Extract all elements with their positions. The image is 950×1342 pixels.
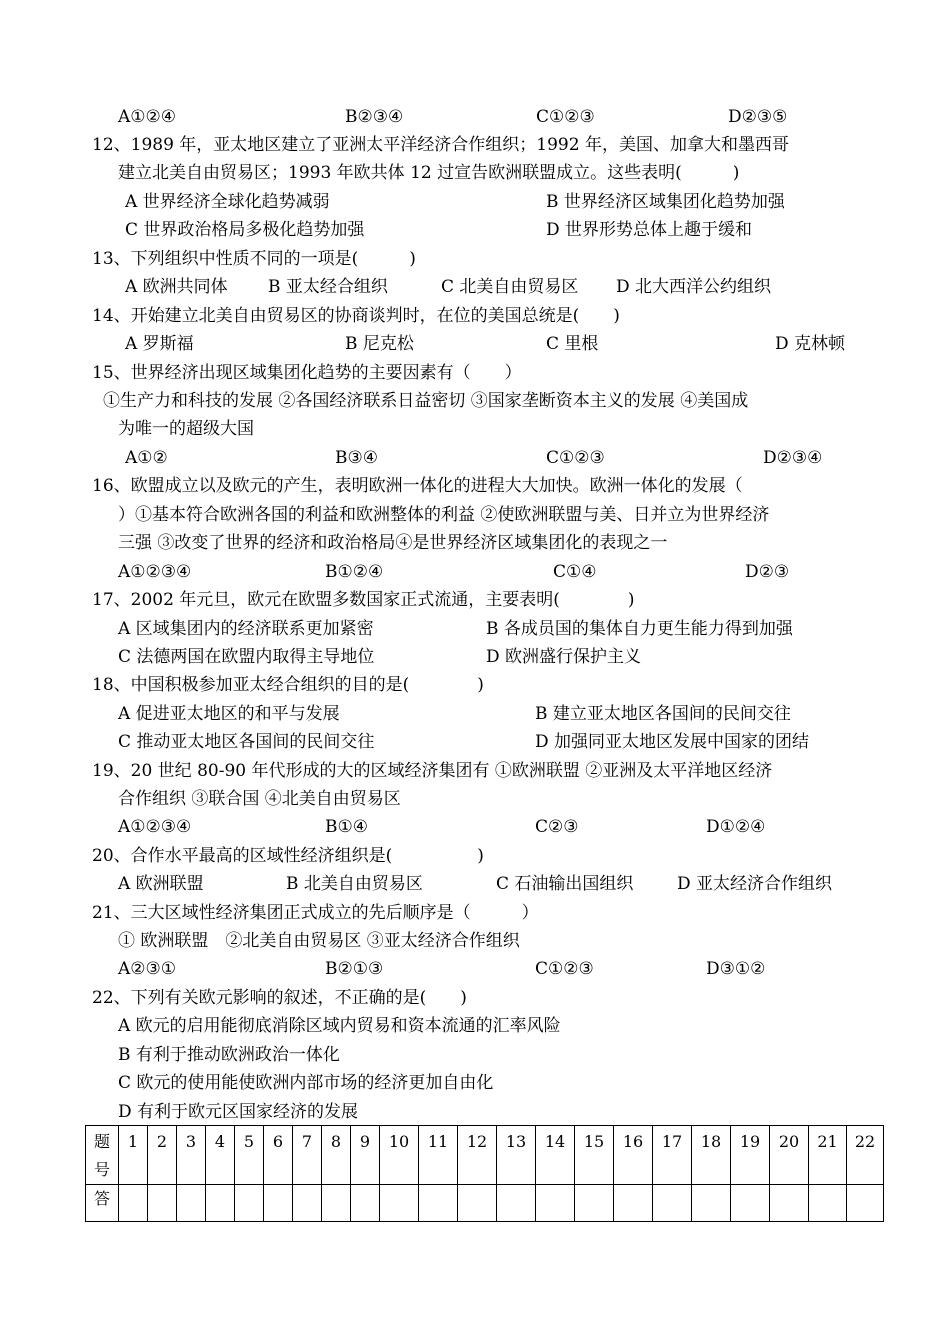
question-stem: 建立北美自由贸易区；1993 年欧共体 12 过宣告欧洲联盟成立。这些表明( ) — [118, 163, 740, 183]
answer-cell[interactable] — [206, 1185, 235, 1222]
option: C 里根 — [546, 334, 599, 354]
option: B 亚太经合组织 — [268, 277, 388, 297]
option: D③①② — [706, 959, 766, 979]
option: B 有利于推动欧洲政治一体化 — [118, 1045, 340, 1065]
number-cell: 11 — [419, 1126, 458, 1185]
option: A 罗斯福 — [125, 334, 194, 354]
option: B 北美自由贸易区 — [286, 874, 423, 894]
answer-cell[interactable] — [575, 1185, 614, 1222]
option: A 世界经济全球化趋势减弱 — [125, 192, 330, 212]
option: A 促进亚太地区的和平与发展 — [118, 704, 340, 724]
option: C 北美自由贸易区 — [441, 277, 579, 297]
question-stem: ）①基本符合欧洲各国的利益和欧洲整体的利益 ②使欧洲联盟与美、日并立为世界经济 — [118, 505, 770, 525]
question-stem: 20、合作水平最高的区域性经济组织是( ) — [92, 846, 484, 866]
number-cell: 13 — [497, 1126, 536, 1185]
option: A②③① — [118, 959, 176, 979]
option: D②③⑤ — [728, 107, 788, 127]
question-stem: 21、三大区域性经济集团正式成立的先后顺序是（ ） — [92, 903, 539, 923]
option: A 欧元的启用能彻底消除区域内贸易和资本流通的汇率风险 — [118, 1016, 561, 1036]
option: B①②④ — [325, 562, 384, 582]
row-label — [86, 1126, 119, 1185]
option: C①②③ — [535, 959, 594, 979]
number-cell: 15 — [575, 1126, 614, 1185]
number-cell: 4 — [206, 1126, 235, 1185]
question-items: ①生产力和科技的发展 ②各国经济联系日益密切 ③国家垄断资本主义的发展 ④美国成 — [103, 391, 749, 411]
answer-cell[interactable] — [293, 1185, 322, 1222]
number-cell: 21 — [809, 1126, 847, 1185]
question-number-row — [86, 1126, 884, 1185]
option: D①②④ — [706, 817, 766, 837]
question-items: 为唯一的超级大国 — [118, 419, 254, 439]
option: B 建立亚太地区各国间的民间交往 — [535, 704, 791, 724]
option: A 区域集团内的经济联系更加紧密 — [118, 619, 374, 639]
option: A①②③④ — [118, 562, 192, 582]
question-stem: 13、下列组织中性质不同的一项是( ) — [92, 249, 416, 269]
number-cell: 1 — [119, 1126, 148, 1185]
answer-cell[interactable] — [177, 1185, 206, 1222]
option: C①②③ — [536, 107, 595, 127]
question-stem: 17、2002 年元旦，欧元在欧盟多数国家正式流通，主要表明( ) — [92, 590, 635, 610]
number-cell: 19 — [731, 1126, 770, 1185]
number-cell: 3 — [177, 1126, 206, 1185]
number-cell: 10 — [380, 1126, 419, 1185]
question-stem: 14、开始建立北美自由贸易区的协商谈判时，在位的美国总统是( ) — [92, 306, 620, 326]
answer-cell[interactable] — [614, 1185, 653, 1222]
question-stem: 三强 ③改变了世界的经济和政治格局④是世界经济区域集团化的表现之一 — [118, 533, 668, 553]
answer-cell[interactable] — [847, 1185, 884, 1222]
number-cell: 16 — [614, 1126, 653, 1185]
option: D 北大西洋公约组织 — [616, 277, 772, 297]
row-label-char: 号 — [93, 1160, 110, 1179]
number-cell: 12 — [458, 1126, 497, 1185]
number-cell: 18 — [692, 1126, 731, 1185]
option: C 世界政治格局多极化趋势加强 — [125, 220, 365, 240]
option: C①②③ — [546, 448, 605, 468]
answer-cell[interactable] — [653, 1185, 692, 1222]
answer-cell[interactable] — [235, 1185, 264, 1222]
option: D②③④ — [763, 448, 823, 468]
answer-cell[interactable] — [148, 1185, 177, 1222]
number-cell: 14 — [536, 1126, 575, 1185]
option: B①④ — [325, 817, 368, 837]
number-cell: 20 — [770, 1126, 809, 1185]
answer-cell[interactable] — [119, 1185, 148, 1222]
option: A 欧洲共同体 — [125, 277, 228, 297]
question-stem: 合作组织 ③联合国 ④北美自由贸易区 — [118, 789, 401, 809]
number-cell: 9 — [351, 1126, 380, 1185]
option: C 欧元的使用能使欧洲内部市场的经济更加自由化 — [118, 1073, 494, 1093]
option: C①④ — [553, 562, 597, 582]
option: C 石油输出国组织 — [496, 874, 634, 894]
option: D 世界形势总体上趣于缓和 — [546, 220, 753, 240]
option: A①②③④ — [118, 817, 192, 837]
answer-cell[interactable] — [731, 1185, 770, 1222]
number-cell: 22 — [847, 1126, 884, 1185]
option: A①②④ — [118, 107, 176, 127]
option: D 欧洲盛行保护主义 — [486, 647, 642, 667]
number-cell: 17 — [653, 1126, 692, 1185]
answer-cell[interactable] — [770, 1185, 809, 1222]
question-items: ① 欧洲联盟 ②北美自由贸易区 ③亚太经济合作组织 — [118, 931, 520, 951]
question-stem: 18、中国积极参加亚太经合组织的目的是( ) — [92, 675, 484, 695]
row-label-char: 题 — [93, 1132, 110, 1151]
answer-cell[interactable] — [497, 1185, 536, 1222]
option: D 克林顿 — [775, 334, 846, 354]
number-cell: 2 — [148, 1126, 177, 1185]
option: B②③④ — [345, 107, 404, 127]
question-stem: 12、1989 年，亚太地区建立了亚洲太平洋经济合作组织；1992 年，美国、加拿大和墨西哥 — [92, 135, 789, 155]
question-stem: 15、世界经济出现区域集团化趋势的主要因素有（ ） — [92, 363, 522, 383]
number-cell: 5 — [235, 1126, 264, 1185]
question-stem: 16、欧盟成立以及欧元的产生，表明欧洲一体化的进程大大加快。欧洲一体化的发展（ — [92, 476, 743, 496]
question-stem: 22、下列有关欧元影响的叙述，不正确的是( ) — [92, 988, 467, 1008]
answer-cell[interactable] — [692, 1185, 731, 1222]
answer-cell[interactable] — [351, 1185, 380, 1222]
number-cell: 8 — [322, 1126, 351, 1185]
row-label: 答 — [86, 1185, 119, 1222]
answer-cell[interactable] — [380, 1185, 419, 1222]
number-cell: 7 — [293, 1126, 322, 1185]
option: A①② — [125, 448, 168, 468]
option: C 推动亚太地区各国间的民间交往 — [118, 732, 375, 752]
answer-cell[interactable] — [419, 1185, 458, 1222]
option: C 法德两国在欧盟内取得主导地位 — [118, 647, 375, 667]
option: B 尼克松 — [345, 334, 414, 354]
option: B③④ — [335, 448, 378, 468]
option: C②③ — [535, 817, 579, 837]
answer-cell[interactable] — [264, 1185, 293, 1222]
question-stem: 19、20 世纪 80-90 年代形成的大的区域经济集团有 ①欧洲联盟 ②亚洲及太平洋地区经济 — [92, 761, 773, 781]
answer-cell[interactable] — [536, 1185, 575, 1222]
option: A 欧洲联盟 — [118, 874, 204, 894]
answer-table — [85, 1125, 884, 1222]
answer-cell[interactable] — [322, 1185, 351, 1222]
answer-row — [86, 1185, 884, 1222]
number-cell: 6 — [264, 1126, 293, 1185]
option: B 各成员国的集体自力更生能力得到加强 — [486, 619, 793, 639]
answer-cell[interactable] — [458, 1185, 497, 1222]
option: D②③ — [745, 562, 790, 582]
answer-cell[interactable] — [809, 1185, 847, 1222]
option: B②①③ — [325, 959, 384, 979]
option: B 世界经济区域集团化趋势加强 — [546, 192, 785, 212]
option: D 加强同亚太地区发展中国家的团结 — [535, 732, 810, 752]
option: D 亚太经济合作组织 — [677, 874, 833, 894]
option: D 有利于欧元区国家经济的发展 — [118, 1102, 359, 1122]
